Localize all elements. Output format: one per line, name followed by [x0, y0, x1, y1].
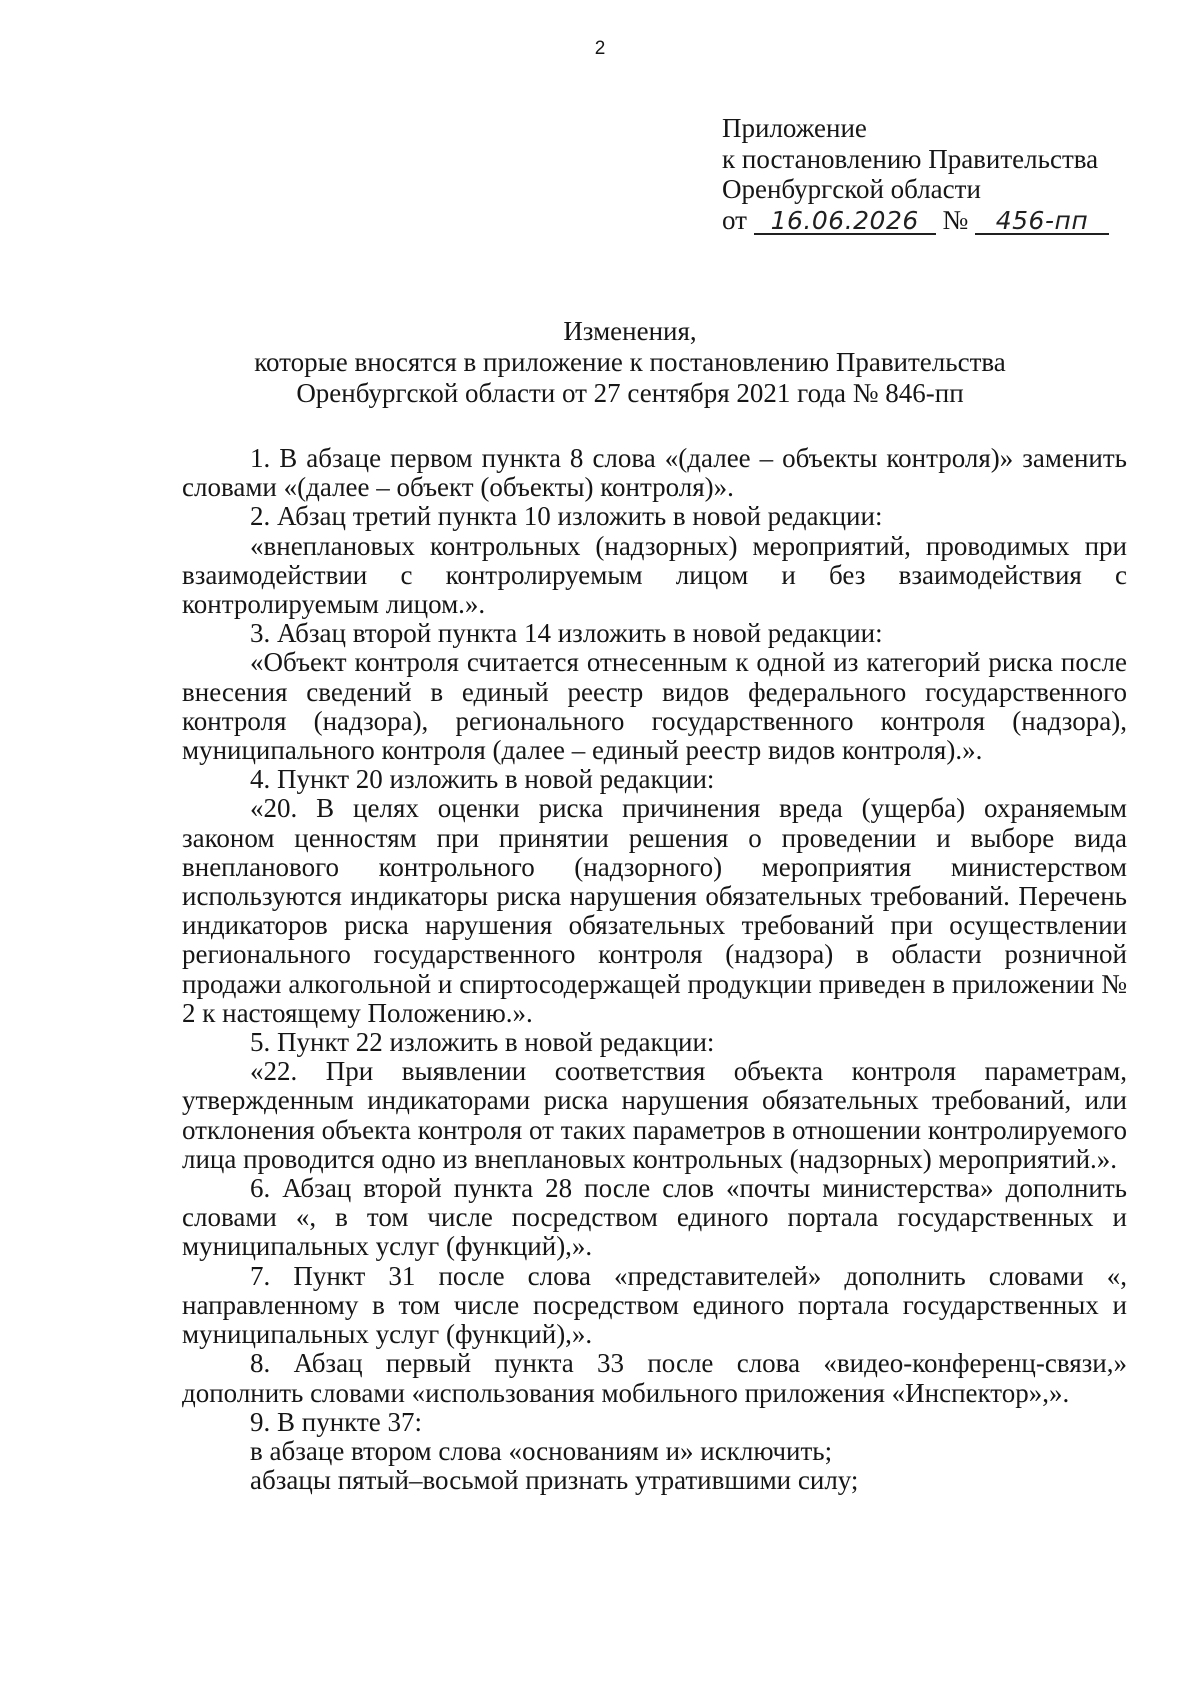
paragraph-2: 2. Абзац третий пункта 10 изложить в новой редакции: [250, 501, 883, 532]
paragraph-1: 1. В абзаце первом пункта 8 слова «(далее – объекты контроля)» заменить словами «(далее – объект (объекты) контроля)». [182, 443, 1127, 503]
paragraph-12: 8. Абзац первый пункта 33 после слова «видео-конференц-связи,» дополнить словами «использования мобильного приложения «Инспектор»,». [182, 1348, 1127, 1408]
from-label: от [722, 204, 747, 235]
page-number: 2 [594, 38, 606, 59]
document-title [180, 316, 1080, 409]
paragraph-14: в абзаце втором слова «основаниям и» исключить; [250, 1435, 833, 1466]
paragraph-13: 9. В пункте 37: [250, 1406, 422, 1437]
paragraph-10: 6. Абзац второй пункта 28 после слов «почты министерства» дополнить словами «, в том числе посредством единого портала государственных и муниципальных услуг (функций),». [182, 1173, 1127, 1262]
paragraph-15: абзацы пятый–восьмой признать утратившими силу; [250, 1465, 859, 1496]
paragraph-5: «Объект контроля считается отнесенным к одной из категорий риска после внесения сведений в единый реестр видов федерального государственного контроля (надзора), регионального государственного контроля (надзора), муниципального контроля (далее – единый реестр видов контроля).». [182, 647, 1127, 766]
paragraph-9: «22. При выявлении соответствия объекта контроля параметрам, утвержденным индикаторами риска нарушения обязательных требований, или отклонения объекта контроля от таких параметров в отношении контролируемого лица проводится одно из внеплановых контрольных (надзорных) мероприятий.». [182, 1056, 1127, 1174]
document-body [182, 444, 1127, 1495]
title-line-1: Изменения, [563, 316, 697, 346]
attachment-line-1: Приложение [722, 113, 867, 143]
attachment-line-3: Оренбургской области [722, 174, 981, 204]
paragraph-4: 3. Абзац второй пункта 14 изложить в новой редакции: [250, 618, 883, 649]
attachment-date-line [722, 205, 1109, 236]
title-line-3: Оренбургской области от 27 сентября 2021 года № 846-пп [296, 378, 964, 408]
handwritten-date: 16.06.2026 [754, 209, 936, 235]
handwritten-number: 456-пп [975, 209, 1109, 235]
paragraph-11: 7. Пункт 31 после слова «представителей» дополнить словами «, направленному в том числе посредством единого портала государственных и муниципальных услуг (функций),». [182, 1260, 1127, 1350]
paragraph-7: «20. В целях оценки риска причинения вреда (ущерба) охраняемым законом ценностям при принятии решения о проведении и выборе вида внепланового контрольного (надзорного) мероприятия министерством используются индикаторы риска нарушения обязательных требований. Перечень индикаторов риска нарушения обязательных требований при осуществлении регионального государственного контроля (надзора) в области розничной продажи алкогольной и спиртосодержащей продукции приведен в приложении № 2 к настоящему Положению.». [182, 793, 1127, 1028]
paragraph-3: «внеплановых контрольных (надзорных) мероприятий, проводимых при взаимодействии с контролируемым лицом и без взаимодействия с контролируемым лицом.». [182, 530, 1127, 620]
attachment-line-2: к постановлению Правительства [722, 143, 1099, 174]
paragraph-6: 4. Пункт 20 изложить в новой редакции: [250, 764, 715, 795]
number-label: № [942, 204, 969, 235]
title-line-2: которые вносятся в приложение к постановлению Правительства [254, 347, 1006, 377]
paragraph-8: 5. Пункт 22 изложить в новой редакции: [250, 1027, 715, 1058]
attachment-header [722, 113, 1109, 235]
